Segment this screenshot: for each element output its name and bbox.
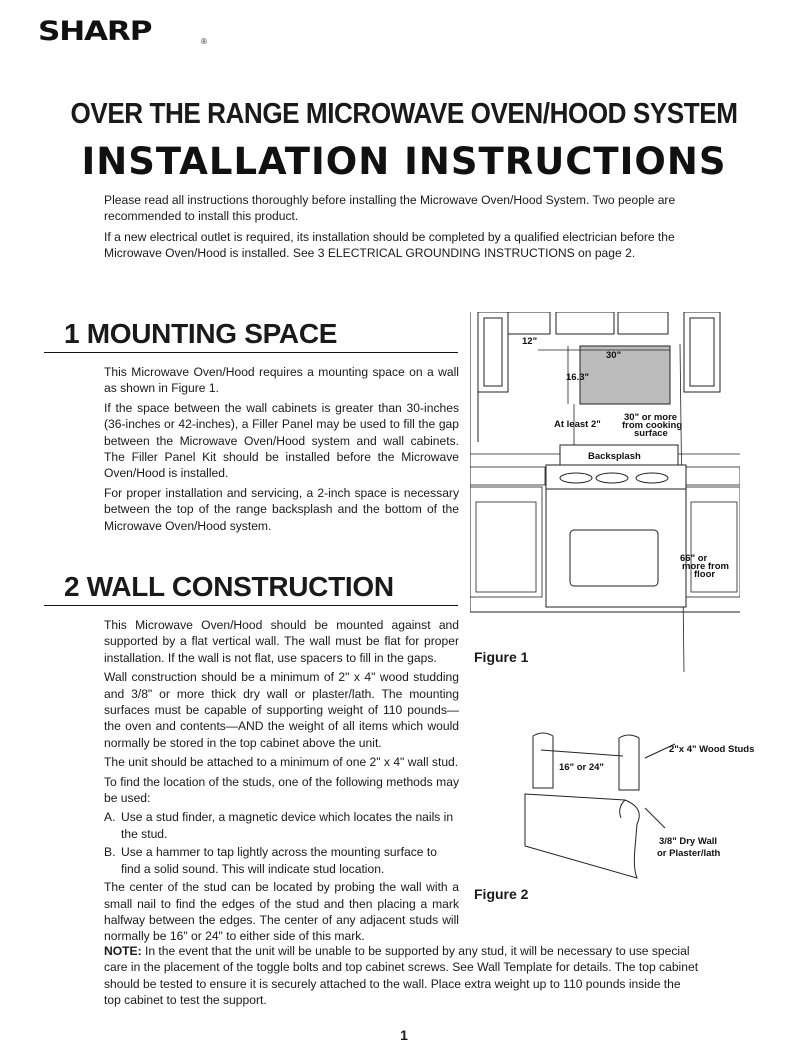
svg-text:floor: floor bbox=[694, 569, 716, 580]
figure-2-wall-diagram bbox=[505, 728, 790, 888]
svg-text:30" or more: 30" or more bbox=[624, 412, 678, 423]
intro-text bbox=[104, 192, 700, 266]
figure-1-kitchen-diagram bbox=[470, 312, 740, 674]
svg-text:Backsplash: Backsplash bbox=[588, 451, 641, 462]
svg-text:12": 12" bbox=[522, 336, 538, 347]
svg-text:2"x 4" Wood Studs: 2"x 4" Wood Studs bbox=[669, 744, 755, 755]
product-title: OVER THE RANGE MICROWAVE OVEN/HOOD SYSTEM bbox=[70, 98, 738, 130]
microwave-space bbox=[580, 346, 670, 404]
registered-mark: ® bbox=[201, 37, 207, 46]
note-text: In the event that the unit will be unable to be supported by any stud, it will be necessary to use special care in the placement of the toggle bolts and top cabinet screws. See Wall Template for details. The top cabinet should be tested to ensure it is securely attached to the wall. Place extra weight up to 110 pounds inside the top cabinet to test the support. bbox=[104, 944, 699, 1008]
svg-text:or Plaster/lath: or Plaster/lath bbox=[657, 848, 721, 859]
intro-paragraph: Please read all instructions thoroughly before installing the Microwave Oven/Hood System. Two people are recommended to install this product. bbox=[104, 193, 676, 224]
svg-text:16.3": 16.3" bbox=[566, 372, 589, 383]
method-list bbox=[104, 809, 459, 877]
note-block bbox=[104, 943, 700, 1009]
body-paragraph: To find the location of the studs, one of the following methods may be used: bbox=[104, 774, 459, 806]
figure-2-label: Figure 2 bbox=[474, 886, 529, 902]
intro-paragraph: If a new electrical outlet is required, its installation should be completed by a qualified electrician before the Microwave Oven/Hood is installed. See 3 ELECTRICAL GROUNDING INSTRUCTIONS on page 2. bbox=[104, 229, 675, 261]
body-paragraph: If the space between the wall cabinets is greater than 30-inches (36-inches or 42-inches), a Filler Panel may be used to fill the gap between the Microwave Oven/Hood system and wall cabinets. The Filler Panel Kit should be installed before the Microwave Oven/Hood is installed. bbox=[104, 400, 459, 481]
body-paragraph: For proper installation and servicing, a 2-inch space is necessary between the top of the range backsplash and the bottom of the Microwave Oven/Hood system. bbox=[104, 485, 459, 533]
body-paragraph: This Microwave Oven/Hood should be mounted against and supported by a flat vertical wall. The wall must be flat for proper installation. If the wall is not flat, use spacers to fill in the gaps. bbox=[104, 618, 459, 665]
body-paragraph: This Microwave Oven/Hood requires a mounting space on a wall as shown in Figure 1. bbox=[104, 365, 459, 396]
svg-text:66" or: 66" or bbox=[680, 553, 708, 564]
svg-text:16" or 24": 16" or 24" bbox=[559, 762, 604, 773]
section-mounting-space-body bbox=[104, 364, 459, 537]
note-label: NOTE: bbox=[104, 944, 142, 958]
body-paragraph: Wall construction should be a minimum of 2" x 4" wood studding and 3/8" or more thick dry wall or plaster/lath. The mounting surfaces must be capable of supporting weight of 110 pounds—the oven and contents—AND the weight of all items which would normally be stored in the top cabinet above the unit. bbox=[104, 670, 459, 750]
list-item: A. Use a stud finder, a magnetic device which locates the nails in the stud. bbox=[104, 810, 454, 841]
page-number: 1 bbox=[400, 1027, 408, 1043]
sharp-logo: SHARP bbox=[38, 16, 152, 47]
body-paragraph: The center of the stud can be located by probing the wall with a small nail to find the edges of the stud and then placing a mark halfway between the edges. The center of any adjacent studs will normally be 16" or 24" to either side of this mark. bbox=[104, 880, 459, 944]
page-title: INSTALLATION INSTRUCTIONS bbox=[81, 140, 727, 183]
section-wall-construction-body bbox=[104, 617, 459, 948]
svg-text:At least 2": At least 2" bbox=[554, 419, 601, 430]
svg-text:surface: surface bbox=[634, 428, 668, 439]
body-paragraph: The unit should be attached to a minimum of one 2" x 4" wall stud. bbox=[104, 755, 459, 770]
figure-1-label: Figure 1 bbox=[474, 649, 529, 665]
svg-text:from cooking: from cooking bbox=[622, 420, 683, 431]
section-divider bbox=[44, 605, 458, 606]
list-item: B. Use a hammer to tap lightly across the mounting surface to find a solid sound. This will indicate stud location. bbox=[104, 845, 437, 876]
svg-text:more from: more from bbox=[682, 561, 729, 572]
section-heading-wall-construction: 2 WALL CONSTRUCTION bbox=[64, 571, 394, 602]
section-heading-mounting-space: 1 MOUNTING SPACE bbox=[64, 318, 338, 349]
section-divider bbox=[44, 352, 458, 353]
svg-text:3/8" Dry Wall: 3/8" Dry Wall bbox=[659, 836, 718, 847]
svg-text:30": 30" bbox=[606, 350, 622, 361]
